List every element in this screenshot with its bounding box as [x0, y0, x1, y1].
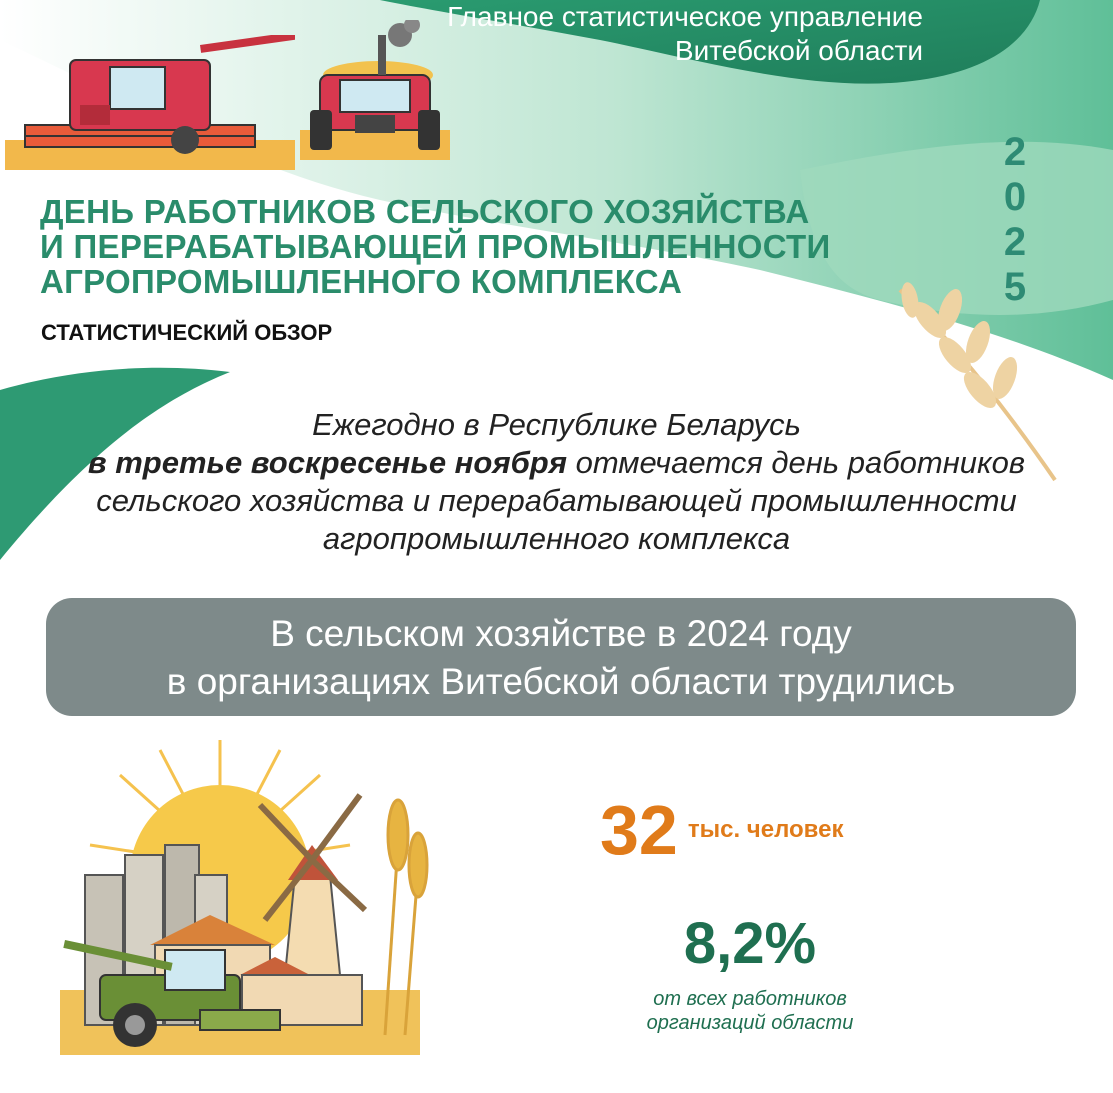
intro-date-highlight: в третье воскресенье ноября: [87, 445, 567, 480]
title-line-1: ДЕНЬ РАБОТНИКОВ СЕЛЬСКОГО ХОЗЯЙСТВА: [40, 193, 810, 230]
page-subtitle: СТАТИСТИЧЕСКИЙ ОБЗОР: [41, 320, 333, 345]
combine-harvester-icon: [5, 35, 295, 175]
share-stat: [620, 910, 880, 1035]
share-caption-line-2: организаций области: [646, 1012, 854, 1034]
workers-value: 32: [600, 791, 678, 869]
organization-line-2: Витебской области: [674, 35, 923, 66]
year-digit: 2: [1003, 220, 1027, 264]
intro-paragraph: [20, 406, 1093, 558]
year-digit: 5: [1003, 265, 1027, 309]
workers-unit: тыс. человек: [687, 816, 844, 843]
farm-illustration-icon: [60, 735, 440, 1055]
title-line-3: АГРОПРОМЫШЛЕННОГО КОМПЛЕКСА: [40, 263, 683, 300]
banner-line-2: в организациях Витебской области трудились: [166, 661, 956, 702]
organization-line-1: Главное статистическое управление: [447, 1, 923, 32]
title-line-2: И ПЕРЕРАБАТЫВАЮЩЕЙ ПРОМЫШЛЕННОСТИ: [40, 228, 831, 265]
intro-line-2-rest: отмечается день работников: [566, 445, 1026, 480]
intro-line-4: агропромышленного комплекса: [322, 521, 791, 556]
year-digit: 2: [1003, 130, 1027, 174]
intro-line-1: Ежегодно в Республике Беларусь: [312, 407, 801, 442]
info-banner: [46, 598, 1076, 716]
page-title: [40, 194, 840, 299]
workers-stat: [600, 790, 843, 870]
banner-line-1: В сельском хозяйстве в 2024 году: [270, 613, 852, 654]
share-caption-line-1: от всех работников: [653, 988, 847, 1010]
share-caption: [620, 987, 880, 1035]
share-value: 8,2%: [683, 911, 817, 976]
year-vertical: [998, 130, 1032, 310]
year-digit: 0: [1003, 175, 1027, 219]
organization-name: [363, 0, 923, 68]
intro-line-3: сельского хозяйства и перерабатывающей промышленности: [96, 483, 1017, 518]
intro-line-2: [20, 444, 1093, 482]
